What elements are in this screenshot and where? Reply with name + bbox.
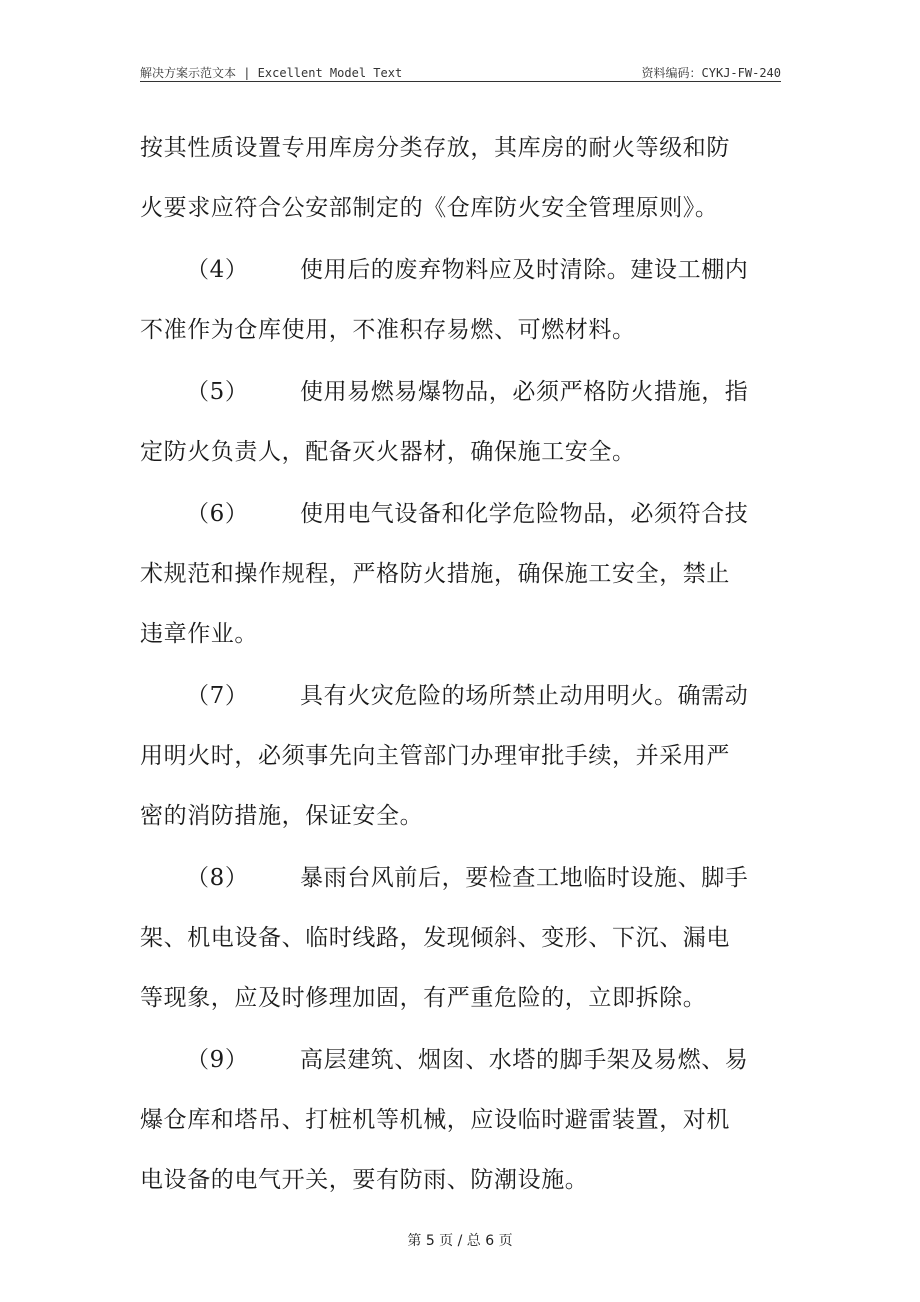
document-body [140,118,781,1210]
text-line [140,1150,781,1210]
text-line [140,786,781,846]
text-line [140,726,781,786]
line-text: 密的消防措施，保证安全。 [140,803,424,829]
line-text: 暴雨台风前后，要检查工地临时设施、脚手 [300,865,749,891]
text-line [140,604,781,664]
line-text: 术规范和操作规程，严格防火措施，确保施工安全，禁止 [140,561,730,587]
text-line [140,908,781,968]
text-line [140,1090,781,1150]
header-document-code: 资料编码：CYKJ-FW-240 [641,66,781,80]
line-text: 高层建筑、烟囱、水塔的脚手架及易燃、易 [300,1047,749,1073]
header-divider [140,81,781,82]
line-text: 具有火灾危险的场所禁止动用明火。确需动 [300,683,749,709]
line-text: 等现象，应及时修理加固，有严重危险的，立即拆除。 [140,985,707,1011]
numbered-item-9 [140,1030,781,1090]
text-line [140,178,781,238]
page-header [140,62,781,82]
header-title: 解决方案示范文本 | Excellent Model Text [140,66,403,80]
item-number: （6） [186,501,249,527]
item-number: （7） [186,683,249,709]
text-line [140,968,781,1028]
line-text: 违章作业。 [140,621,258,647]
line-text: 架、机电设备、临时线路，发现倾斜、变形、下沉、漏电 [140,925,730,951]
line-text: 火要求应符合公安部制定的《仓库防火安全管理原则》。 [140,195,719,221]
text-line [140,118,781,178]
line-text: 按其性质设置专用库房分类存放，其库房的耐火等级和防 [140,135,730,161]
item-number: （5） [186,379,249,405]
page-number: 第 5 页 / 总 6 页 [407,1233,513,1249]
line-text: 使用易燃易爆物品，必须严格防火措施，指 [300,379,749,405]
text-line [140,300,781,360]
item-number: （4） [186,257,249,283]
item-number: （8） [186,865,249,891]
line-text: 使用电气设备和化学危险物品，必须符合技 [300,501,749,527]
line-text: 使用后的废弃物料应及时清除。建设工棚内 [300,257,749,283]
line-text: 不准作为仓库使用，不准积存易燃、可燃材料。 [140,317,636,343]
numbered-item-4 [140,240,781,300]
numbered-item-6 [140,484,781,544]
line-text: 爆仓库和塔吊、打桩机等机械，应设临时避雷装置，对机 [140,1107,730,1133]
numbered-item-7 [140,666,781,726]
line-text: 用明火时，必须事先向主管部门办理审批手续，并采用严 [140,743,730,769]
page-footer [0,1230,920,1250]
line-text: 电设备的电气开关，要有防雨、防潮设施。 [140,1167,589,1193]
numbered-item-5 [140,362,781,422]
text-line [140,422,781,482]
text-line [140,544,781,604]
item-number: （9） [186,1047,249,1073]
numbered-item-8 [140,848,781,908]
line-text: 定防火负责人，配备灭火器材，确保施工安全。 [140,439,636,465]
